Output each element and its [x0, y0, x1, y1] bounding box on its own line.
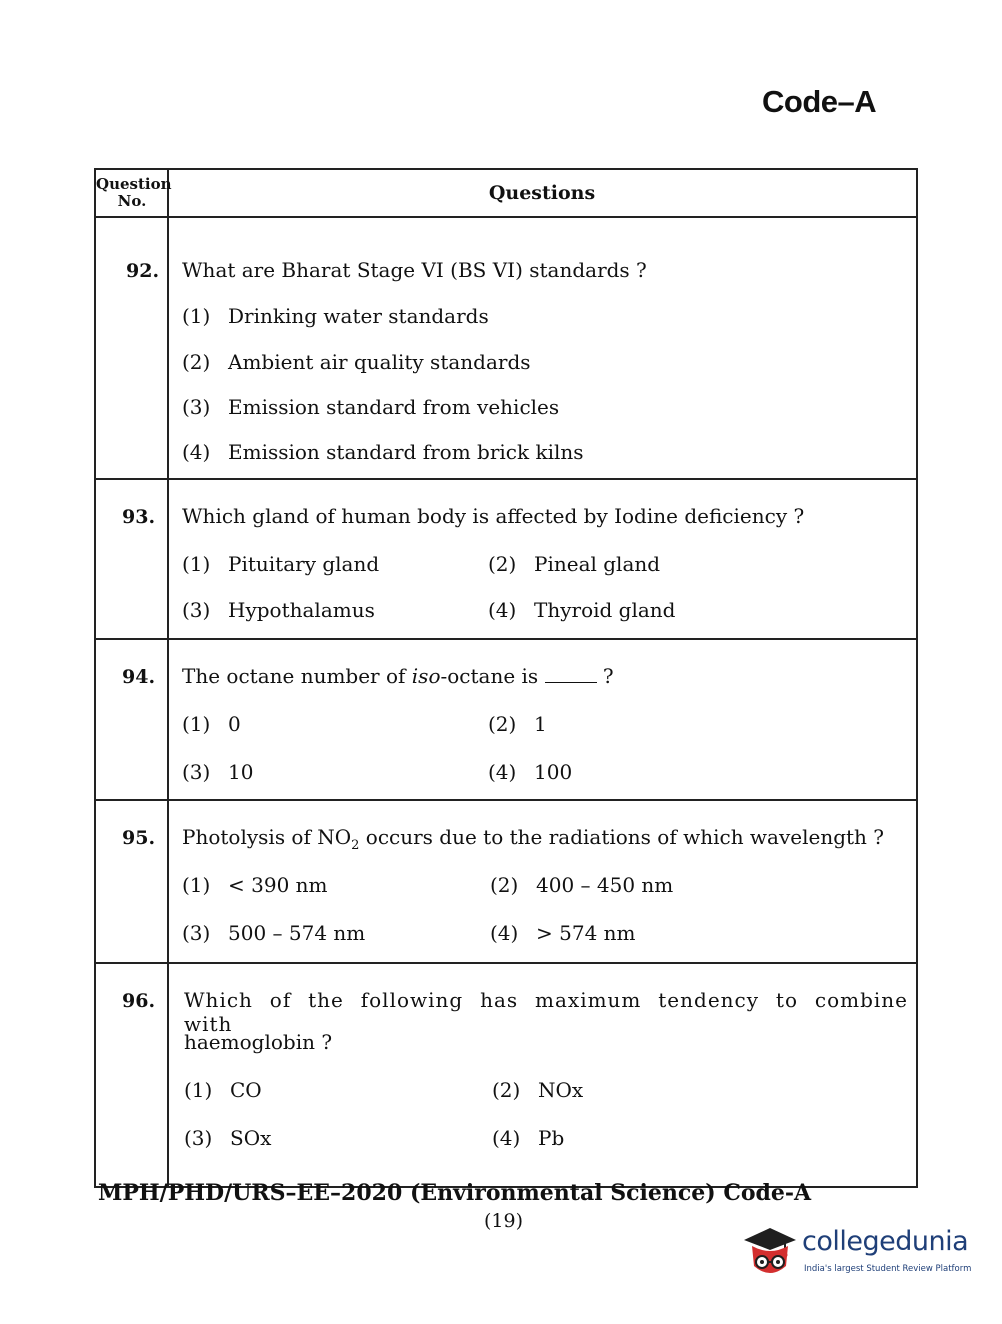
question-row-96 [96, 964, 916, 1186]
option-text: Ambient air quality standards [228, 350, 531, 374]
question-text-start: Photolysis of NO [182, 825, 352, 849]
questions-header: Questions [488, 182, 596, 204]
option-3 [184, 1126, 271, 1150]
exam-footer: MPH/PHD/URS–EE–2020 (Environmental Science) Code-A [98, 1180, 812, 1206]
option-text: Pb [538, 1126, 565, 1150]
option-text: Emission standard from vehicles [228, 395, 560, 419]
option-number: (1) [182, 712, 211, 736]
question-number: 93. [122, 506, 156, 528]
table-header [96, 170, 916, 218]
option-1 [182, 873, 328, 897]
option-text: > 574 nm [536, 921, 636, 945]
option-number: (2) [490, 873, 519, 897]
question-text-subscript: 2 [351, 838, 360, 853]
option-4 [490, 921, 636, 945]
option-number: (3) [182, 598, 211, 622]
question-text [182, 664, 614, 688]
logo-name: collegedunia [802, 1226, 969, 1257]
question-number: 92. [126, 260, 160, 282]
option-number: (1) [182, 552, 211, 576]
option-2 [488, 712, 547, 736]
question-no-header-line1: Question [96, 175, 172, 193]
option-number: (4) [492, 1126, 521, 1150]
graduate-mascot-icon [740, 1222, 800, 1282]
option-text: CO [230, 1078, 262, 1102]
option-number: (1) [182, 873, 211, 897]
question-text [182, 825, 884, 853]
option-3 [182, 598, 375, 622]
option-number: (2) [182, 350, 211, 374]
collegedunia-logo[interactable] [740, 1222, 972, 1284]
logo-tagline: India's largest Student Review Platform [804, 1264, 972, 1274]
option-1 [184, 1078, 262, 1102]
option-text: 0 [228, 712, 241, 736]
question-text-line2: haemoglobin ? [184, 1030, 333, 1054]
question-number: 94. [122, 666, 156, 688]
question-no-header [96, 170, 172, 216]
option-number: (1) [182, 304, 211, 328]
option-number: (1) [184, 1078, 213, 1102]
option-text: Thyroid gland [534, 598, 676, 622]
option-text: 400 – 450 nm [536, 873, 674, 897]
option-text: Drinking water standards [228, 304, 489, 328]
option-4 [182, 440, 584, 464]
option-4 [488, 598, 675, 622]
option-text: NOx [538, 1078, 584, 1102]
option-number: (4) [488, 598, 517, 622]
option-number: (4) [182, 440, 211, 464]
option-text: SOx [230, 1126, 272, 1150]
option-3 [182, 921, 365, 945]
answer-blank [545, 664, 597, 683]
option-1 [182, 304, 489, 328]
question-row-95 [96, 801, 916, 964]
question-number: 95. [122, 827, 156, 849]
question-table [94, 168, 918, 1188]
question-row-92 [96, 218, 916, 480]
option-number: (3) [182, 395, 211, 419]
option-text: Pituitary gland [228, 552, 380, 576]
option-1 [182, 552, 379, 576]
option-4 [488, 760, 572, 784]
option-text: 500 – 574 nm [228, 921, 366, 945]
question-row-94 [96, 640, 916, 801]
question-text-end: occurs due to the radiations of which wavelength ? [359, 825, 885, 849]
option-text: 100 [534, 760, 573, 784]
code-label: Code–A [762, 84, 877, 119]
option-2 [492, 1078, 583, 1102]
question-text-line1: Which of the following has maximum tendency to combine with [184, 988, 908, 1036]
question-text-italic: iso [411, 664, 441, 688]
question-text: Which gland of human body is affected by Iodine deficiency ? [182, 504, 805, 528]
option-number: (4) [490, 921, 519, 945]
option-number: (4) [488, 760, 517, 784]
option-text: Pineal gland [534, 552, 661, 576]
page-number: (19) [484, 1210, 524, 1232]
question-text-start: The octane number of [182, 664, 412, 688]
option-text: 10 [228, 760, 254, 784]
option-3 [182, 395, 559, 419]
option-number: (3) [182, 921, 211, 945]
option-number: (2) [488, 552, 517, 576]
option-2 [182, 350, 531, 374]
option-4 [492, 1126, 564, 1150]
question-text-end: ? [602, 664, 614, 688]
option-text: Hypothalamus [228, 598, 375, 622]
option-number: (2) [492, 1078, 521, 1102]
question-number: 96. [122, 990, 156, 1012]
question-text-middle: -octane is [440, 664, 539, 688]
option-number: (3) [184, 1126, 213, 1150]
option-1 [182, 712, 241, 736]
option-text: 1 [534, 712, 547, 736]
question-text: What are Bharat Stage VI (BS VI) standards ? [182, 258, 647, 282]
question-no-header-line2: No. [117, 192, 147, 210]
option-number: (3) [182, 760, 211, 784]
option-3 [182, 760, 253, 784]
option-text: < 390 nm [228, 873, 328, 897]
option-text: Emission standard from brick kilns [228, 440, 584, 464]
option-2 [488, 552, 660, 576]
option-2 [490, 873, 673, 897]
option-number: (2) [488, 712, 517, 736]
question-row-93 [96, 480, 916, 640]
